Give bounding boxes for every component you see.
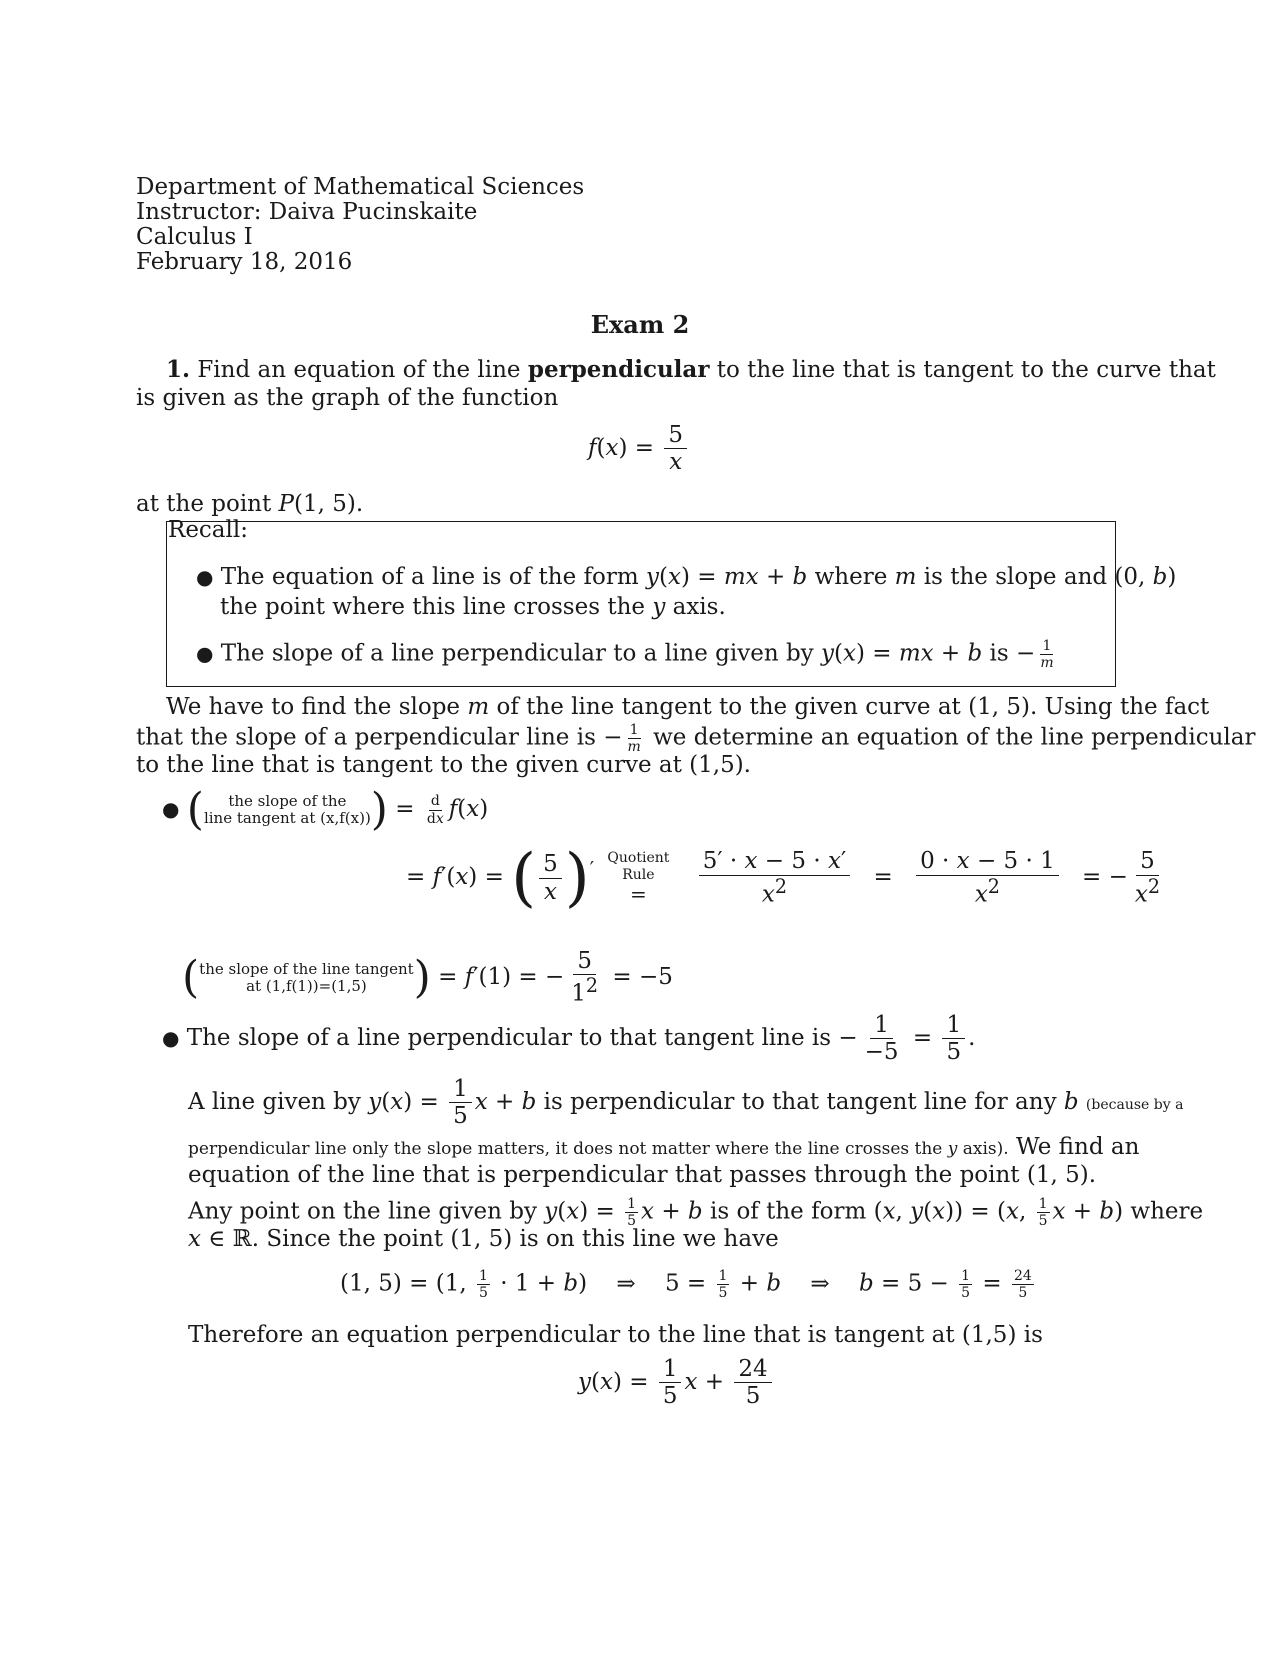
problem-point-line: at the point P(1, 5). [136, 491, 364, 517]
instructor-line: Instructor: Daiva Pucinskaite [136, 199, 478, 225]
therefore-line: Therefore an equation perpendicular to the line that is tangent at (1,5) is [188, 1322, 1043, 1348]
course-line: Calculus I [136, 224, 253, 250]
line-given-by-cont: perpendicular line only the slope matters, it does not matter where the line crosses the y axis). We find an [188, 1134, 1140, 1160]
problem-text-a: Find an equation of the line [197, 357, 521, 383]
line-given-by: A line given by y(x) = $\frac{1}{5}$ x + b is perpendicular to that tangent line for any b (because by a [188, 1076, 1184, 1130]
line-given-by-cont-2: equation of the line that is perpendicular that passes through the point (1, 5). [188, 1162, 1097, 1188]
department-line: Department of Mathematical Sciences [136, 174, 585, 200]
recall-heading: Recall: [168, 517, 248, 543]
date-line: February 18, 2016 [136, 249, 353, 275]
final-answer: y(x) = $\frac{1}{5}$ x + $\frac{24}{5}$ [578, 1356, 775, 1410]
exam-title: Exam 2 [590, 310, 690, 339]
function-display: f(x) = $\frac{5}{x}$ [588, 422, 690, 476]
bullet-icon: ● [162, 797, 180, 821]
recall-item-2: ● The slope of a line perpendicular to a line given by y(x) = mx + b is − $\frac{1}{m}$ [196, 638, 1054, 672]
intro-line-1: We have to find the slope m of the line tangent to the given curve at (1, 5). Using the fact [166, 694, 1210, 720]
intro-line-2: that the slope of a perpendicular line is − $\frac{1}{m}$ we determine an equation of the line perpendicular [136, 722, 1256, 756]
b-computation: (1, 5) = (1, $\frac{1}{5}$ · 1 + b) ⇒ 5 = $\frac{1}{5}$ + b ⇒ b = 5 − $\frac{1}{5}$ = $\frac{24}{5}$ [340, 1268, 1032, 1302]
perpendicular-slope-line: ● The slope of a line perpendicular to that tangent line is − $\frac{1}{-5}$ = $\frac{1}{5}$ . [162, 1012, 976, 1066]
any-point-line-cont: x ∈ ℝ. Since the point (1, 5) is on this line we have [188, 1226, 779, 1252]
any-point-line: Any point on the line given by y(x) = $\frac{1}{5}$ x + b is of the form (x, y(x)) = (x, $\frac{1}{5}$ x + b) where [188, 1196, 1204, 1230]
intro-line-3: to the line that is tangent to the given curve at (1,5). [136, 752, 751, 778]
recall-item-1: ● The equation of a line is of the form y(x) = mx + b where m is the slope and (0, b) [196, 564, 1177, 590]
slope-at-point-line: ( the slope of the line tangent at (1,f(1))=(1,5) ) = f′(1) = − $\frac{5}{1^2}$ = −5 [182, 948, 673, 1008]
problem-text-b: to the line that is tangent to the curve that [716, 357, 1216, 383]
bullet-icon: ● [196, 641, 214, 666]
derivative-line: ● ( the slope of the line tangent at (x,f(x)) ) = $\frac{d}{dx}$ f(x) [162, 784, 489, 835]
problem-line-2: is given as the graph of the function [136, 385, 559, 411]
bullet-icon: ● [162, 1025, 180, 1050]
recall-item-1-cont: the point where this line crosses the y axis. [220, 594, 726, 620]
quotient-rule-line: = f′(x) = ( $\frac{5}{x}$ )′ Quotient Rule = $\frac{5' \cdot x - 5 \cdot x'}{x^2}$ = $\frac{0 \cdot x - 5 \cdot 1}{x^2}$ = − $\frac{5}{x^2}$ [406, 841, 1161, 915]
problem-line-1 [166, 356, 1216, 383]
problem-number: 1. [166, 356, 191, 383]
bullet-icon: ● [196, 565, 214, 589]
problem-emph: perpendicular [527, 356, 710, 383]
